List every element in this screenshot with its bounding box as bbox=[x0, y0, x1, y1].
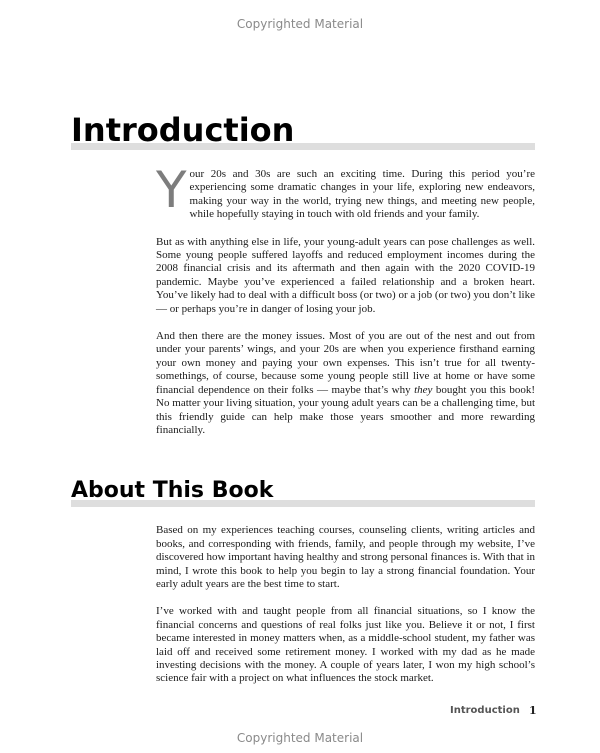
section-heading bbox=[71, 475, 535, 509]
about-paragraph-1: Based on my experiences teaching courses, counseling clients, writing articles and books, and corresponding with friends, family, and people through my website, I’ve discovered how important having healthy and strong personal finances is. With that in mind, I wrote this book to help you begin to lay a strong financial foundation. Your early adult years are the best time to start. bbox=[156, 524, 535, 590]
text: bought you this book! No matter your living situation, your young adult years can be a challenging time, but this friendly guide can help make those years smoother and more rewarding financially. bbox=[156, 383, 535, 436]
chapter-heading bbox=[71, 108, 535, 152]
intro-paragraph-3 bbox=[156, 330, 535, 437]
running-footer-section: Introduction bbox=[450, 704, 520, 716]
page-content bbox=[71, 108, 535, 686]
text: And then there are the money issues. Most of you are out of the nest and out from under your parents’ wings, and your 20s are when you experience firsthand earning your own money and paying your own expenses. This isn’t true for all twenty-somethings, of course, because some young people still live at home or have some financial dependence on their folks — maybe that’s why bbox=[156, 330, 535, 396]
page-footer bbox=[450, 704, 600, 720]
about-paragraph-2: I’ve worked with and taught people from all financial situations, so I know the financial concerns and questions of real folks just like you. Believe it or not, I first became interested in money matters when, as a middle-school student, my father was laid off and received some retirement money. I worked with my dad as he made investing decisions with the money. A couple of years later, I won my high school’s science fair with a project on what influences the stock market. bbox=[156, 605, 535, 685]
emphasis: they bbox=[414, 383, 433, 396]
copyright-watermark-bottom: Copyrighted Material bbox=[236, 730, 364, 745]
chapter-title: Introduction bbox=[71, 111, 295, 149]
drop-cap: Y bbox=[156, 161, 187, 219]
section-title: About This Book bbox=[71, 478, 274, 504]
page-number: 1 bbox=[529, 703, 537, 717]
intro-paragraph-1 bbox=[156, 161, 535, 222]
copyright-watermark: Copyrighted Material bbox=[236, 17, 364, 31]
intro-paragraph-2: But as with anything else in life, your young-adult years can pose challenges as well. Some young people suffered layoffs and reduced employment incomes during the 2008 financial crisis and its aftermath and then again with the 2020 COVID-19 pandemic. Maybe you’ve experienced a failed relationship and a broken heart. You’ve likely had to deal with a difficult boss (or two) or a job (or two) you don’t like — or perhaps you’re in danger of losing your job. bbox=[156, 235, 535, 315]
intro-paragraph-1-text: our 20s and 30s are such an exciting time. During this period you’re experiencing some dramatic changes in your life, exploring new endeavors, making your way in the world, trying new things, and meeting new people, while hopefully staying in touch with old friends and your family. bbox=[189, 168, 535, 221]
